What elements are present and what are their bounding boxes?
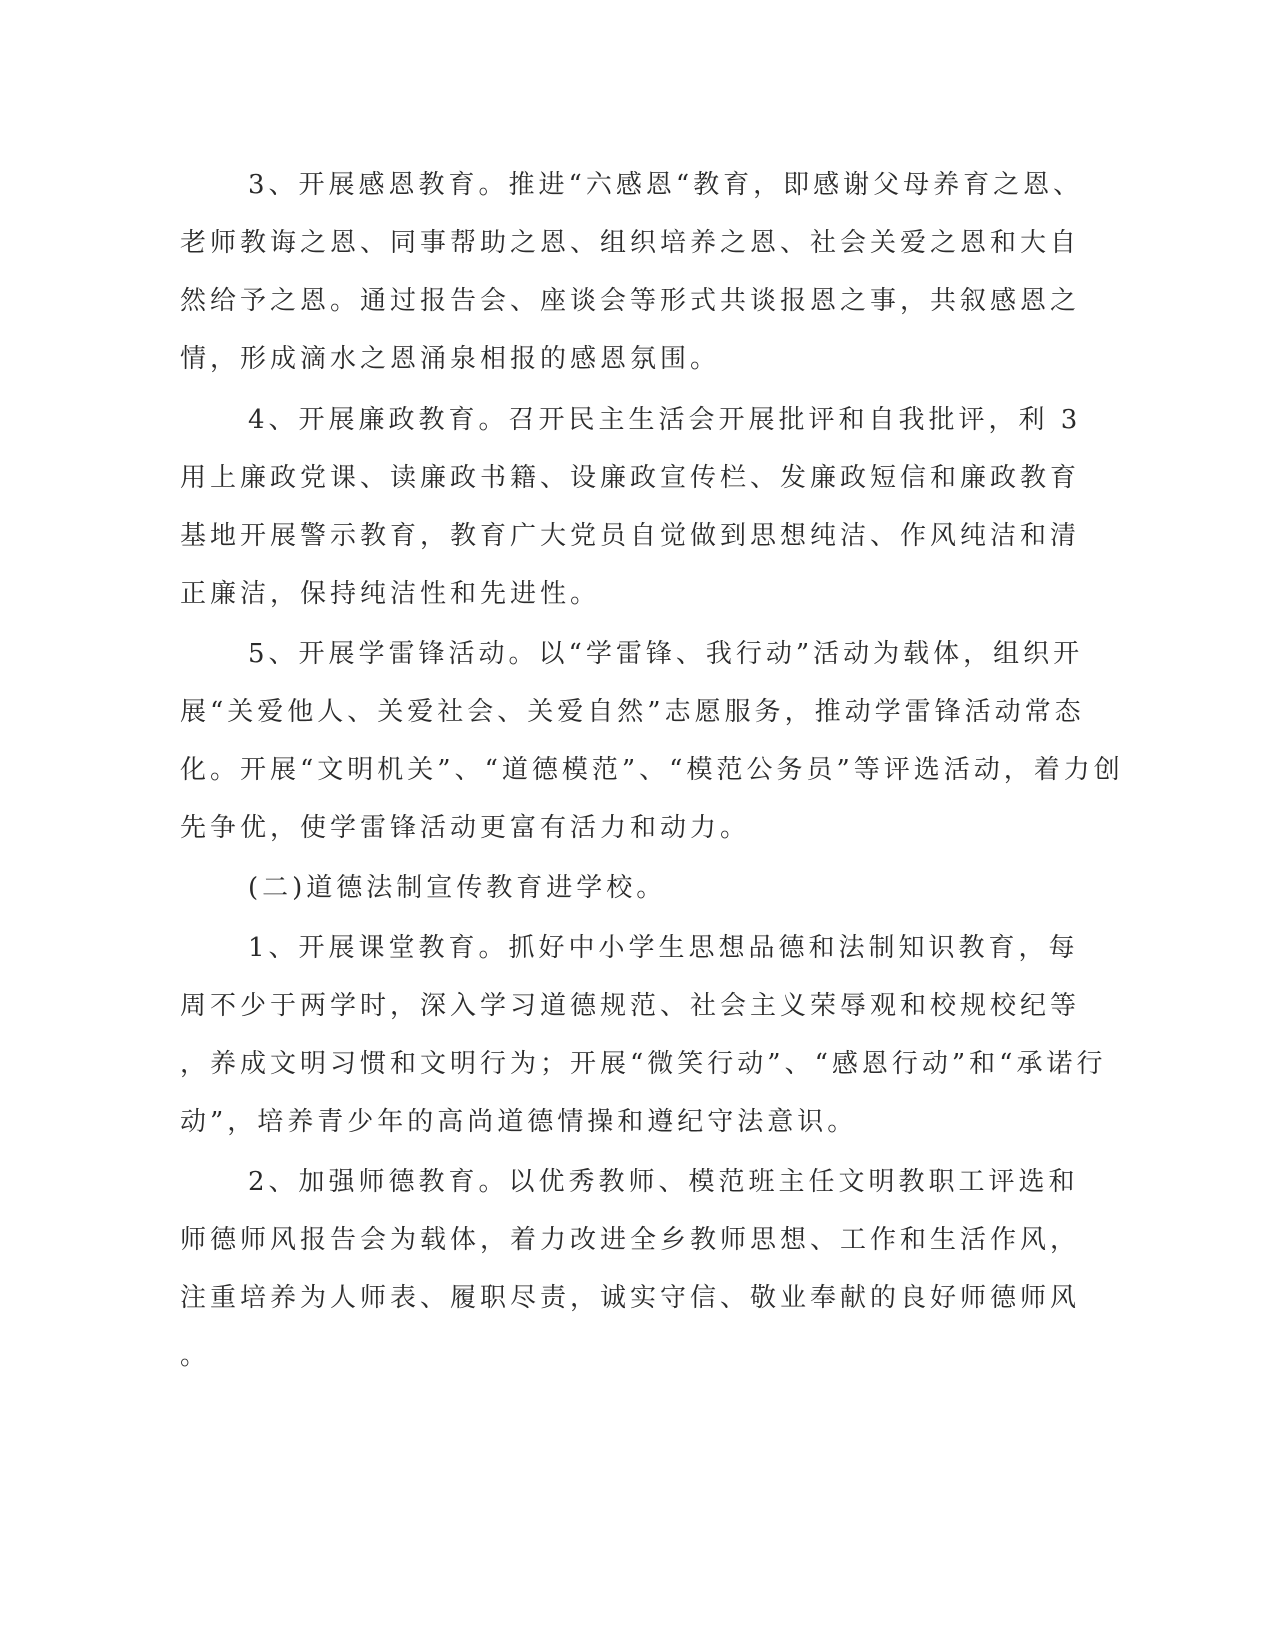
text-line: 1、开展课堂教育。抓好中小学生思想品德和法制知识教育，每: [248, 933, 1079, 963]
text-line: 先争优，使学雷锋活动更富有活力和动力。: [180, 813, 751, 843]
text-line: 4、开展廉政教育。召开民主生活会开展批评和自我批评，利 3: [248, 405, 1082, 435]
text-line: 5、开展学雷锋活动。以“学雷锋、我行动”活动为载体，组织开: [248, 639, 1084, 669]
text-line: 用上廉政党课、读廉政书籍、设廉政宣传栏、发廉政短信和廉政教育: [180, 463, 1081, 493]
section-heading: (二)道德法制宣传教育进学校。: [248, 873, 667, 903]
text-line: 动”，培养青少年的高尚道德情操和遵纪守法意识。: [180, 1107, 858, 1137]
text-line: 师德师风报告会为载体，着力改进全乡教师思想、工作和生活作风，: [180, 1225, 1081, 1255]
text-line: 老师教诲之恩、同事帮助之恩、组织培养之恩、社会关爱之恩和大自: [180, 228, 1081, 258]
text-line: 3、开展感恩教育。推进“六感恩“教育，即感谢父母养育之恩、: [248, 170, 1084, 200]
text-line: ，养成文明习惯和文明行为；开展“微笑行动”、“感恩行动”和“承诺行: [180, 1049, 1107, 1079]
text-line: 展“关爱他人、关爱社会、关爱自然”志愿服务，推动学雷锋活动常态: [180, 697, 1085, 727]
text-line: 基地开展警示教育，教育广大党员自觉做到思想纯洁、作风纯洁和清: [180, 521, 1081, 551]
text-line: 然给予之恩。通过报告会、座谈会等形式共谈报恩之事，共叙感恩之: [180, 286, 1081, 316]
text-line: 情，形成滴水之恩涌泉相报的感恩氛围。: [180, 344, 721, 374]
text-line: 注重培养为人师表、履职尽责，诚实守信、敬业奉献的良好师德师风: [180, 1283, 1081, 1313]
text-line: 。: [180, 1341, 211, 1371]
text-line: 正廉洁，保持纯洁性和先进性。: [180, 579, 601, 609]
text-line: 2、加强师德教育。以优秀教师、模范班主任文明教职工评选和: [248, 1167, 1079, 1197]
text-line: 周不少于两学时，深入学习道德规范、社会主义荣辱观和校规校纪等: [180, 991, 1081, 1021]
text-line: 化。开展“文明机关”、“道德模范”、“模范公务员”等评选活动，着力创: [180, 755, 1124, 785]
